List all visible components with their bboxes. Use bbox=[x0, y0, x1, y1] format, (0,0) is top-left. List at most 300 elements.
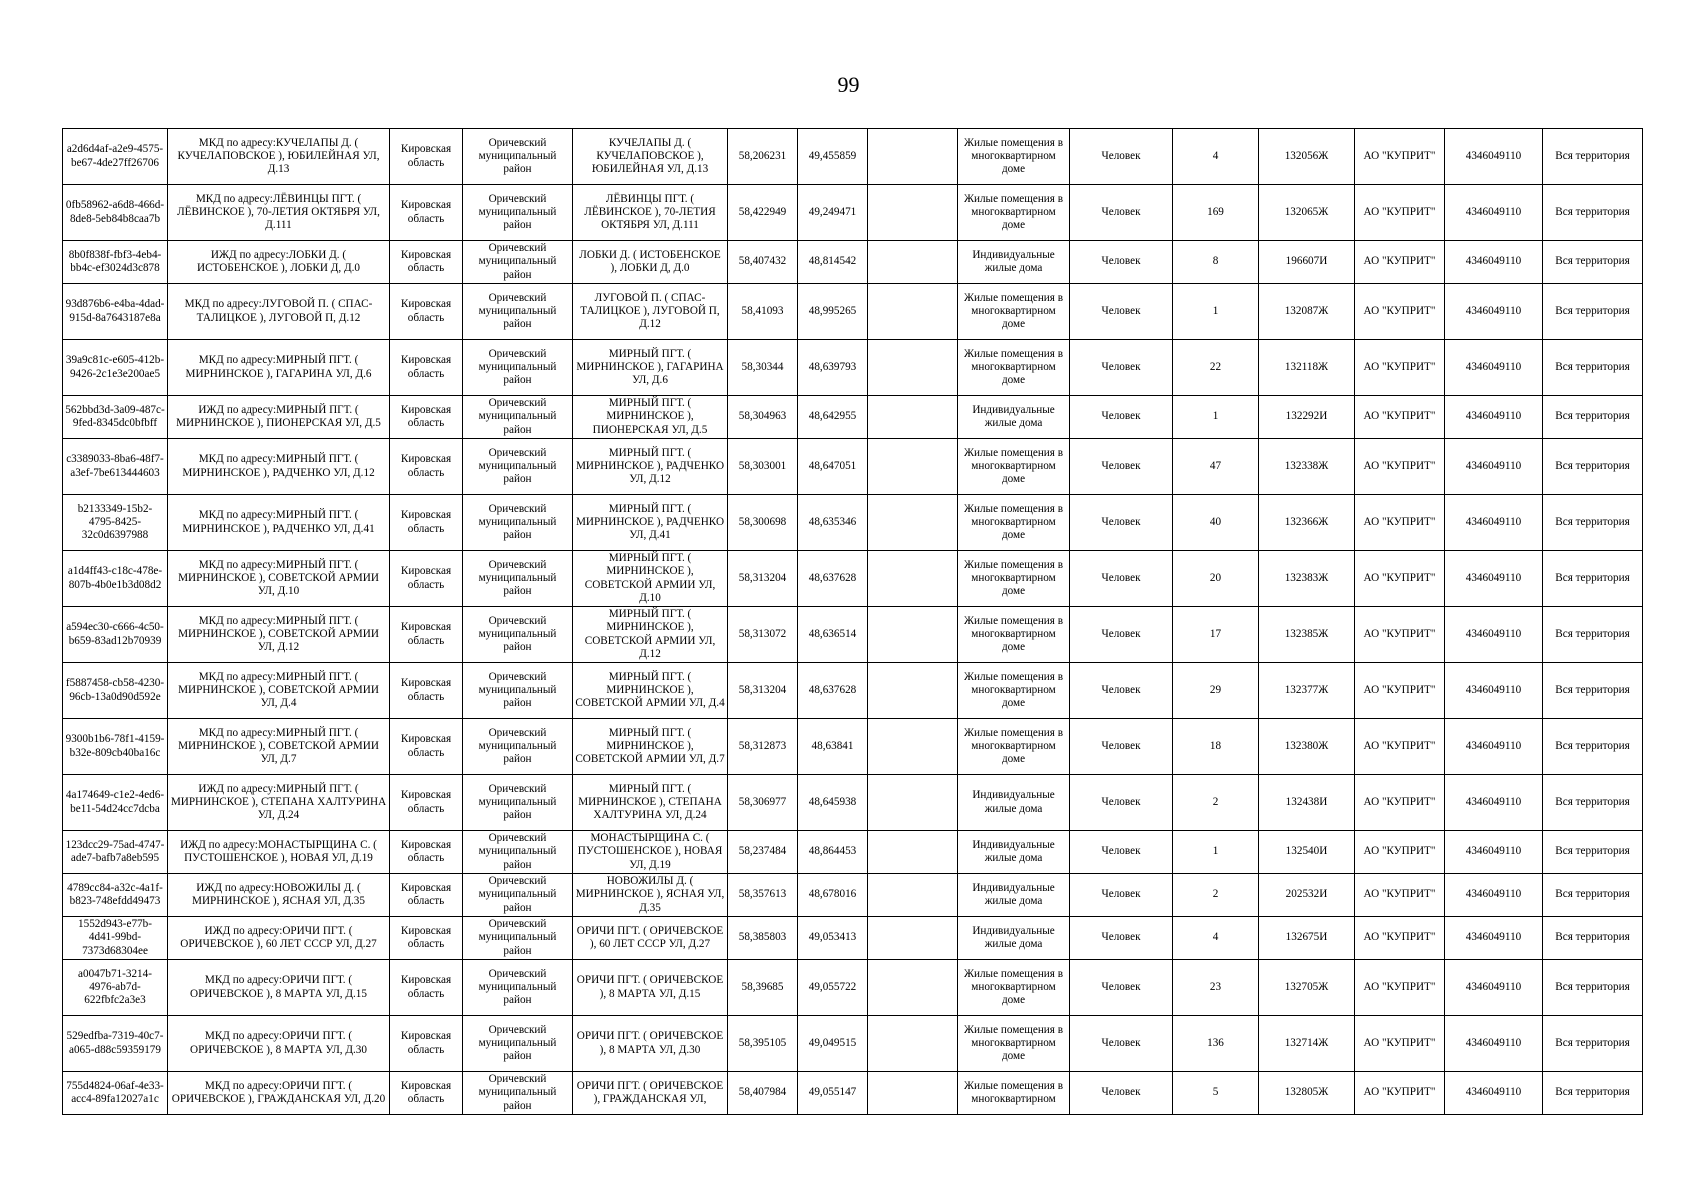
latitude-cell: 58,313204 bbox=[728, 551, 798, 607]
district-cell: Оричевский муниципальный район bbox=[463, 241, 573, 284]
resident-count-cell: 5 bbox=[1173, 1072, 1259, 1115]
object-code-cell: 132056Ж bbox=[1259, 129, 1355, 185]
empty-cell bbox=[868, 1072, 958, 1115]
resident-count-cell: 2 bbox=[1173, 874, 1259, 917]
housing-type-cell: Жилые помещения в многоквартирном bbox=[958, 1072, 1070, 1115]
address-cell: МИРНЫЙ ПГТ. ( МИРНИНСКОЕ ), СОВЕТСКОЙ АРМИИ УЛ, Д.12 bbox=[573, 607, 728, 663]
table-row bbox=[63, 874, 1643, 917]
latitude-cell: 58,306977 bbox=[728, 775, 798, 831]
address-cell: ОРИЧИ ПГТ. ( ОРИЧЕВСКОЕ ), 8 МАРТА УЛ, Д.30 bbox=[573, 1016, 728, 1072]
registry-table bbox=[62, 128, 1643, 1115]
unit-cell: Человек bbox=[1070, 185, 1173, 241]
inn-cell: 4346049110 bbox=[1445, 775, 1543, 831]
district-cell: Оричевский муниципальный район bbox=[463, 874, 573, 917]
object-name-cell: МКД по адресу:КУЧЕЛАПЫ Д. ( КУЧЕЛАПОВСКОЕ ), ЮБИЛЕЙНАЯ УЛ, Д.13 bbox=[168, 129, 390, 185]
housing-type-cell: Индивидуальные жилые дома bbox=[958, 241, 1070, 284]
latitude-cell: 58,237484 bbox=[728, 831, 798, 874]
latitude-cell: 58,407432 bbox=[728, 241, 798, 284]
resident-count-cell: 2 bbox=[1173, 775, 1259, 831]
address-cell: МИРНЫЙ ПГТ. ( МИРНИНСКОЕ ), РАДЧЕНКО УЛ, Д.41 bbox=[573, 495, 728, 551]
inn-cell: 4346049110 bbox=[1445, 185, 1543, 241]
region-cell: Кировская область bbox=[390, 719, 463, 775]
territory-cell: Вся территория bbox=[1543, 439, 1643, 495]
inn-cell: 4346049110 bbox=[1445, 129, 1543, 185]
object-name-cell: МКД по адресу:ЛУГОВОЙ П. ( СПАС-ТАЛИЦКОЕ ), ЛУГОВОЙ П, Д.12 bbox=[168, 284, 390, 340]
empty-cell bbox=[868, 551, 958, 607]
inn-cell: 4346049110 bbox=[1445, 831, 1543, 874]
latitude-cell: 58,312873 bbox=[728, 719, 798, 775]
address-cell: МИРНЫЙ ПГТ. ( МИРНИНСКОЕ ), РАДЧЕНКО УЛ, Д.12 bbox=[573, 439, 728, 495]
organization-cell: АО "КУПРИТ" bbox=[1355, 551, 1445, 607]
object-name-cell: ИЖД по адресу:МОНАСТЫРЩИНА С. ( ПУСТОШЕНСКОЕ ), НОВАЯ УЛ, Д.19 bbox=[168, 831, 390, 874]
table-row bbox=[63, 551, 1643, 607]
latitude-cell: 58,41093 bbox=[728, 284, 798, 340]
organization-cell: АО "КУПРИТ" bbox=[1355, 719, 1445, 775]
object-id-cell: a2d6d4af-a2e9-4575-be67-4de27ff26706 bbox=[63, 129, 168, 185]
longitude-cell: 48,642955 bbox=[798, 396, 868, 439]
address-cell: ОРИЧИ ПГТ. ( ОРИЧЕВСКОЕ ), 60 ЛЕТ СССР УЛ, Д.27 bbox=[573, 917, 728, 960]
object-code-cell: 132087Ж bbox=[1259, 284, 1355, 340]
housing-type-cell: Жилые помещения в многоквартирном доме bbox=[958, 129, 1070, 185]
object-code-cell: 132118Ж bbox=[1259, 340, 1355, 396]
latitude-cell: 58,313204 bbox=[728, 663, 798, 719]
empty-cell bbox=[868, 185, 958, 241]
object-name-cell: ИЖД по адресу:НОВОЖИЛЫ Д. ( МИРНИНСКОЕ ), ЯСНАЯ УЛ, Д.35 bbox=[168, 874, 390, 917]
address-cell: ЛЁВИНЦЫ ПГТ. ( ЛЁВИНСКОЕ ), 70-ЛЕТИЯ ОКТЯБРЯ УЛ, Д.111 bbox=[573, 185, 728, 241]
object-code-cell: 196607И bbox=[1259, 241, 1355, 284]
unit-cell: Человек bbox=[1070, 1072, 1173, 1115]
district-cell: Оричевский муниципальный район bbox=[463, 284, 573, 340]
region-cell: Кировская область bbox=[390, 495, 463, 551]
inn-cell: 4346049110 bbox=[1445, 396, 1543, 439]
latitude-cell: 58,304963 bbox=[728, 396, 798, 439]
object-code-cell: 132383Ж bbox=[1259, 551, 1355, 607]
empty-cell bbox=[868, 1016, 958, 1072]
address-cell: МИРНЫЙ ПГТ. ( МИРНИНСКОЕ ), СТЕПАНА ХАЛТУРИНА УЛ, Д.24 bbox=[573, 775, 728, 831]
housing-type-cell: Жилые помещения в многоквартирном доме bbox=[958, 495, 1070, 551]
territory-cell: Вся территория bbox=[1543, 917, 1643, 960]
organization-cell: АО "КУПРИТ" bbox=[1355, 831, 1445, 874]
object-id-cell: 1552d943-e77b-4d41-99bd-7373d68304ee bbox=[63, 917, 168, 960]
longitude-cell: 48,639793 bbox=[798, 340, 868, 396]
object-code-cell: 132805Ж bbox=[1259, 1072, 1355, 1115]
territory-cell: Вся территория bbox=[1543, 284, 1643, 340]
empty-cell bbox=[868, 874, 958, 917]
resident-count-cell: 169 bbox=[1173, 185, 1259, 241]
region-cell: Кировская область bbox=[390, 284, 463, 340]
unit-cell: Человек bbox=[1070, 340, 1173, 396]
organization-cell: АО "КУПРИТ" bbox=[1355, 284, 1445, 340]
empty-cell bbox=[868, 495, 958, 551]
object-id-cell: a594ec30-c666-4c50-b659-83ad12b70939 bbox=[63, 607, 168, 663]
empty-cell bbox=[868, 719, 958, 775]
address-cell: НОВОЖИЛЫ Д. ( МИРНИНСКОЕ ), ЯСНАЯ УЛ, Д.35 bbox=[573, 874, 728, 917]
address-cell: ЛУГОВОЙ П. ( СПАС-ТАЛИЦКОЕ ), ЛУГОВОЙ П, Д.12 bbox=[573, 284, 728, 340]
organization-cell: АО "КУПРИТ" bbox=[1355, 1016, 1445, 1072]
resident-count-cell: 29 bbox=[1173, 663, 1259, 719]
address-cell: МИРНЫЙ ПГТ. ( МИРНИНСКОЕ ), ПИОНЕРСКАЯ УЛ, Д.5 bbox=[573, 396, 728, 439]
latitude-cell: 58,385803 bbox=[728, 917, 798, 960]
district-cell: Оричевский муниципальный район bbox=[463, 495, 573, 551]
longitude-cell: 48,647051 bbox=[798, 439, 868, 495]
organization-cell: АО "КУПРИТ" bbox=[1355, 775, 1445, 831]
territory-cell: Вся территория bbox=[1543, 831, 1643, 874]
table-row bbox=[63, 241, 1643, 284]
resident-count-cell: 40 bbox=[1173, 495, 1259, 551]
longitude-cell: 48,864453 bbox=[798, 831, 868, 874]
table-row bbox=[63, 960, 1643, 1016]
object-name-cell: ИЖД по адресу:ЛОБКИ Д. ( ИСТОБЕНСКОЕ ), ЛОБКИ Д, Д.0 bbox=[168, 241, 390, 284]
table-row bbox=[63, 396, 1643, 439]
inn-cell: 4346049110 bbox=[1445, 1072, 1543, 1115]
district-cell: Оричевский муниципальный район bbox=[463, 185, 573, 241]
address-cell: МИРНЫЙ ПГТ. ( МИРНИНСКОЕ ), СОВЕТСКОЙ АРМИИ УЛ, Д.4 bbox=[573, 663, 728, 719]
region-cell: Кировская область bbox=[390, 1072, 463, 1115]
latitude-cell: 58,30344 bbox=[728, 340, 798, 396]
object-id-cell: f5887458-cb58-4230-96cb-13a0d90d592e bbox=[63, 663, 168, 719]
housing-type-cell: Индивидуальные жилые дома bbox=[958, 874, 1070, 917]
object-name-cell: МКД по адресу:ОРИЧИ ПГТ. ( ОРИЧЕВСКОЕ ), 8 МАРТА УЛ, Д.30 bbox=[168, 1016, 390, 1072]
resident-count-cell: 22 bbox=[1173, 340, 1259, 396]
address-cell: МИРНЫЙ ПГТ. ( МИРНИНСКОЕ ), ГАГАРИНА УЛ, Д.6 bbox=[573, 340, 728, 396]
territory-cell: Вся территория bbox=[1543, 663, 1643, 719]
inn-cell: 4346049110 bbox=[1445, 663, 1543, 719]
unit-cell: Человек bbox=[1070, 874, 1173, 917]
object-id-cell: 93d876b6-e4ba-4dad-915d-8a7643187e8a bbox=[63, 284, 168, 340]
district-cell: Оричевский муниципальный район bbox=[463, 551, 573, 607]
inn-cell: 4346049110 bbox=[1445, 917, 1543, 960]
address-cell: КУЧЕЛАПЫ Д. ( КУЧЕЛАПОВСКОЕ ), ЮБИЛЕЙНАЯ УЛ, Д.13 bbox=[573, 129, 728, 185]
district-cell: Оричевский муниципальный район bbox=[463, 831, 573, 874]
territory-cell: Вся территория bbox=[1543, 551, 1643, 607]
object-name-cell: МКД по адресу:МИРНЫЙ ПГТ. ( МИРНИНСКОЕ ), СОВЕТСКОЙ АРМИИ УЛ, Д.12 bbox=[168, 607, 390, 663]
table-row bbox=[63, 607, 1643, 663]
address-cell: МОНАСТЫРЩИНА С. ( ПУСТОШЕНСКОЕ ), НОВАЯ УЛ, Д.19 bbox=[573, 831, 728, 874]
object-id-cell: a0047b71-3214-4976-ab7d-622fbfc2a3e3 bbox=[63, 960, 168, 1016]
object-name-cell: МКД по адресу:МИРНЫЙ ПГТ. ( МИРНИНСКОЕ ), РАДЧЕНКО УЛ, Д.41 bbox=[168, 495, 390, 551]
region-cell: Кировская область bbox=[390, 396, 463, 439]
object-id-cell: 9300b1b6-78f1-4159-b32e-809cb40ba16c bbox=[63, 719, 168, 775]
longitude-cell: 48,678016 bbox=[798, 874, 868, 917]
object-code-cell: 202532И bbox=[1259, 874, 1355, 917]
object-name-cell: МКД по адресу:ОРИЧИ ПГТ. ( ОРИЧЕВСКОЕ ), ГРАЖДАНСКАЯ УЛ, Д.20 bbox=[168, 1072, 390, 1115]
district-cell: Оричевский муниципальный район bbox=[463, 719, 573, 775]
latitude-cell: 58,303001 bbox=[728, 439, 798, 495]
resident-count-cell: 1 bbox=[1173, 284, 1259, 340]
empty-cell bbox=[868, 129, 958, 185]
organization-cell: АО "КУПРИТ" bbox=[1355, 439, 1445, 495]
territory-cell: Вся территория bbox=[1543, 241, 1643, 284]
resident-count-cell: 4 bbox=[1173, 917, 1259, 960]
resident-count-cell: 23 bbox=[1173, 960, 1259, 1016]
object-code-cell: 132377Ж bbox=[1259, 663, 1355, 719]
object-code-cell: 132380Ж bbox=[1259, 719, 1355, 775]
unit-cell: Человек bbox=[1070, 495, 1173, 551]
object-id-cell: c3389033-8ba6-48f7-a3ef-7be613444603 bbox=[63, 439, 168, 495]
unit-cell: Человек bbox=[1070, 663, 1173, 719]
object-name-cell: МКД по адресу:МИРНЫЙ ПГТ. ( МИРНИНСКОЕ ), СОВЕТСКОЙ АРМИИ УЛ, Д.7 bbox=[168, 719, 390, 775]
region-cell: Кировская область bbox=[390, 439, 463, 495]
organization-cell: АО "КУПРИТ" bbox=[1355, 663, 1445, 719]
object-id-cell: 562bbd3d-3a09-487c-9fed-8345dc0bfbff bbox=[63, 396, 168, 439]
object-id-cell: 4a174649-c1e2-4ed6-be11-54d24cc7dcba bbox=[63, 775, 168, 831]
housing-type-cell: Жилые помещения в многоквартирном доме bbox=[958, 607, 1070, 663]
inn-cell: 4346049110 bbox=[1445, 439, 1543, 495]
housing-type-cell: Жилые помещения в многоквартирном доме bbox=[958, 719, 1070, 775]
longitude-cell: 48,636514 bbox=[798, 607, 868, 663]
organization-cell: АО "КУПРИТ" bbox=[1355, 917, 1445, 960]
table-row bbox=[63, 185, 1643, 241]
housing-type-cell: Индивидуальные жилые дома bbox=[958, 396, 1070, 439]
latitude-cell: 58,422949 bbox=[728, 185, 798, 241]
resident-count-cell: 8 bbox=[1173, 241, 1259, 284]
empty-cell bbox=[868, 340, 958, 396]
address-cell: МИРНЫЙ ПГТ. ( МИРНИНСКОЕ ), СОВЕТСКОЙ АРМИИ УЛ, Д.10 bbox=[573, 551, 728, 607]
empty-cell bbox=[868, 439, 958, 495]
latitude-cell: 58,407984 bbox=[728, 1072, 798, 1115]
object-id-cell: 123dcc29-75ad-4747-ade7-bafb7a8eb595 bbox=[63, 831, 168, 874]
organization-cell: АО "КУПРИТ" bbox=[1355, 241, 1445, 284]
territory-cell: Вся территория bbox=[1543, 607, 1643, 663]
object-code-cell: 132705Ж bbox=[1259, 960, 1355, 1016]
territory-cell: Вся территория bbox=[1543, 340, 1643, 396]
unit-cell: Человек bbox=[1070, 129, 1173, 185]
longitude-cell: 48,63841 bbox=[798, 719, 868, 775]
inn-cell: 4346049110 bbox=[1445, 1016, 1543, 1072]
latitude-cell: 58,357613 bbox=[728, 874, 798, 917]
housing-type-cell: Жилые помещения в многоквартирном доме bbox=[958, 551, 1070, 607]
district-cell: Оричевский муниципальный район bbox=[463, 129, 573, 185]
unit-cell: Человек bbox=[1070, 831, 1173, 874]
table-row bbox=[63, 719, 1643, 775]
object-name-cell: ИЖД по адресу:МИРНЫЙ ПГТ. ( МИРНИНСКОЕ ), СТЕПАНА ХАЛТУРИНА УЛ, Д.24 bbox=[168, 775, 390, 831]
territory-cell: Вся территория bbox=[1543, 1016, 1643, 1072]
longitude-cell: 48,995265 bbox=[798, 284, 868, 340]
organization-cell: АО "КУПРИТ" bbox=[1355, 396, 1445, 439]
longitude-cell: 48,637628 bbox=[798, 663, 868, 719]
table-row bbox=[63, 917, 1643, 960]
object-name-cell: МКД по адресу:ЛЁВИНЦЫ ПГТ. ( ЛЁВИНСКОЕ ), 70-ЛЕТИЯ ОКТЯБРЯ УЛ, Д.111 bbox=[168, 185, 390, 241]
district-cell: Оричевский муниципальный район bbox=[463, 340, 573, 396]
territory-cell: Вся территория bbox=[1543, 1072, 1643, 1115]
resident-count-cell: 47 bbox=[1173, 439, 1259, 495]
table-row bbox=[63, 1072, 1643, 1115]
unit-cell: Человек bbox=[1070, 960, 1173, 1016]
object-code-cell: 132714Ж bbox=[1259, 1016, 1355, 1072]
region-cell: Кировская область bbox=[390, 129, 463, 185]
housing-type-cell: Индивидуальные жилые дома bbox=[958, 831, 1070, 874]
region-cell: Кировская область bbox=[390, 340, 463, 396]
housing-type-cell: Жилые помещения в многоквартирном доме bbox=[958, 439, 1070, 495]
inn-cell: 4346049110 bbox=[1445, 874, 1543, 917]
address-cell: МИРНЫЙ ПГТ. ( МИРНИНСКОЕ ), СОВЕТСКОЙ АРМИИ УЛ, Д.7 bbox=[573, 719, 728, 775]
unit-cell: Человек bbox=[1070, 396, 1173, 439]
district-cell: Оричевский муниципальный район bbox=[463, 439, 573, 495]
object-code-cell: 132438И bbox=[1259, 775, 1355, 831]
territory-cell: Вся территория bbox=[1543, 185, 1643, 241]
territory-cell: Вся территория bbox=[1543, 960, 1643, 1016]
latitude-cell: 58,300698 bbox=[728, 495, 798, 551]
organization-cell: АО "КУПРИТ" bbox=[1355, 874, 1445, 917]
territory-cell: Вся территория bbox=[1543, 495, 1643, 551]
region-cell: Кировская область bbox=[390, 831, 463, 874]
object-name-cell: МКД по адресу:МИРНЫЙ ПГТ. ( МИРНИНСКОЕ ), РАДЧЕНКО УЛ, Д.12 bbox=[168, 439, 390, 495]
inn-cell: 4346049110 bbox=[1445, 551, 1543, 607]
housing-type-cell: Жилые помещения в многоквартирном доме bbox=[958, 960, 1070, 1016]
territory-cell: Вся территория bbox=[1543, 874, 1643, 917]
object-id-cell: 755d4824-06af-4e33-acc4-89fa12027a1c bbox=[63, 1072, 168, 1115]
object-id-cell: 529edfba-7319-40c7-a065-d88c59359179 bbox=[63, 1016, 168, 1072]
district-cell: Оричевский муниципальный район bbox=[463, 396, 573, 439]
address-cell: ОРИЧИ ПГТ. ( ОРИЧЕВСКОЕ ), 8 МАРТА УЛ, Д.15 bbox=[573, 960, 728, 1016]
longitude-cell: 48,814542 bbox=[798, 241, 868, 284]
housing-type-cell: Индивидуальные жилые дома bbox=[958, 775, 1070, 831]
object-name-cell: МКД по адресу:ОРИЧИ ПГТ. ( ОРИЧЕВСКОЕ ), 8 МАРТА УЛ, Д.15 bbox=[168, 960, 390, 1016]
resident-count-cell: 4 bbox=[1173, 129, 1259, 185]
inn-cell: 4346049110 bbox=[1445, 284, 1543, 340]
district-cell: Оричевский муниципальный район bbox=[463, 1016, 573, 1072]
object-id-cell: 4789cc84-a32c-4a1f-b823-748efdd49473 bbox=[63, 874, 168, 917]
empty-cell bbox=[868, 960, 958, 1016]
object-code-cell: 132292И bbox=[1259, 396, 1355, 439]
region-cell: Кировская область bbox=[390, 917, 463, 960]
object-name-cell: ИЖД по адресу:ОРИЧИ ПГТ. ( ОРИЧЕВСКОЕ ), 60 ЛЕТ СССР УЛ, Д.27 bbox=[168, 917, 390, 960]
organization-cell: АО "КУПРИТ" bbox=[1355, 960, 1445, 1016]
unit-cell: Человек bbox=[1070, 1016, 1173, 1072]
region-cell: Кировская область bbox=[390, 874, 463, 917]
resident-count-cell: 1 bbox=[1173, 396, 1259, 439]
object-code-cell: 132065Ж bbox=[1259, 185, 1355, 241]
district-cell: Оричевский муниципальный район bbox=[463, 663, 573, 719]
unit-cell: Человек bbox=[1070, 719, 1173, 775]
table-row bbox=[63, 284, 1643, 340]
unit-cell: Человек bbox=[1070, 607, 1173, 663]
object-id-cell: 8b0f838f-fbf3-4eb4-bb4c-ef3024d3c878 bbox=[63, 241, 168, 284]
resident-count-cell: 18 bbox=[1173, 719, 1259, 775]
organization-cell: АО "КУПРИТ" bbox=[1355, 607, 1445, 663]
inn-cell: 4346049110 bbox=[1445, 719, 1543, 775]
territory-cell: Вся территория bbox=[1543, 775, 1643, 831]
unit-cell: Человек bbox=[1070, 917, 1173, 960]
inn-cell: 4346049110 bbox=[1445, 495, 1543, 551]
territory-cell: Вся территория bbox=[1543, 719, 1643, 775]
district-cell: Оричевский муниципальный район bbox=[463, 1072, 573, 1115]
longitude-cell: 49,049515 bbox=[798, 1016, 868, 1072]
table-row bbox=[63, 495, 1643, 551]
region-cell: Кировская область bbox=[390, 607, 463, 663]
object-code-cell: 132540И bbox=[1259, 831, 1355, 874]
empty-cell bbox=[868, 396, 958, 439]
region-cell: Кировская область bbox=[390, 241, 463, 284]
latitude-cell: 58,206231 bbox=[728, 129, 798, 185]
housing-type-cell: Жилые помещения в многоквартирном доме bbox=[958, 284, 1070, 340]
housing-type-cell: Жилые помещения в многоквартирном доме bbox=[958, 185, 1070, 241]
longitude-cell: 48,635346 bbox=[798, 495, 868, 551]
longitude-cell: 48,637628 bbox=[798, 551, 868, 607]
table-row bbox=[63, 340, 1643, 396]
empty-cell bbox=[868, 775, 958, 831]
empty-cell bbox=[868, 663, 958, 719]
resident-count-cell: 20 bbox=[1173, 551, 1259, 607]
object-id-cell: 39a9c81c-e605-412b-9426-2c1e3e200ae5 bbox=[63, 340, 168, 396]
empty-cell bbox=[868, 831, 958, 874]
housing-type-cell: Жилые помещения в многоквартирном доме bbox=[958, 663, 1070, 719]
address-cell: ОРИЧИ ПГТ. ( ОРИЧЕВСКОЕ ), ГРАЖДАНСКАЯ УЛ, bbox=[573, 1072, 728, 1115]
object-code-cell: 132338Ж bbox=[1259, 439, 1355, 495]
object-name-cell: ИЖД по адресу:МИРНЫЙ ПГТ. ( МИРНИНСКОЕ ), ПИОНЕРСКАЯ УЛ, Д.5 bbox=[168, 396, 390, 439]
table-row bbox=[63, 439, 1643, 495]
territory-cell: Вся территория bbox=[1543, 396, 1643, 439]
table-row bbox=[63, 775, 1643, 831]
address-cell: ЛОБКИ Д. ( ИСТОБЕНСКОЕ ), ЛОБКИ Д, Д.0 bbox=[573, 241, 728, 284]
resident-count-cell: 1 bbox=[1173, 831, 1259, 874]
object-id-cell: b2133349-15b2-4795-8425-32c0d6397988 bbox=[63, 495, 168, 551]
object-name-cell: МКД по адресу:МИРНЫЙ ПГТ. ( МИРНИНСКОЕ ), ГАГАРИНА УЛ, Д.6 bbox=[168, 340, 390, 396]
territory-cell: Вся территория bbox=[1543, 129, 1643, 185]
longitude-cell: 49,055147 bbox=[798, 1072, 868, 1115]
unit-cell: Человек bbox=[1070, 551, 1173, 607]
unit-cell: Человек bbox=[1070, 439, 1173, 495]
longitude-cell: 49,455859 bbox=[798, 129, 868, 185]
district-cell: Оричевский муниципальный район bbox=[463, 607, 573, 663]
table-row bbox=[63, 831, 1643, 874]
region-cell: Кировская область bbox=[390, 663, 463, 719]
organization-cell: АО "КУПРИТ" bbox=[1355, 185, 1445, 241]
empty-cell bbox=[868, 917, 958, 960]
latitude-cell: 58,395105 bbox=[728, 1016, 798, 1072]
unit-cell: Человек bbox=[1070, 775, 1173, 831]
region-cell: Кировская область bbox=[390, 960, 463, 1016]
empty-cell bbox=[868, 284, 958, 340]
district-cell: Оричевский муниципальный район bbox=[463, 775, 573, 831]
object-id-cell: 0fb58962-a6d8-466d-8de8-5eb84b8caa7b bbox=[63, 185, 168, 241]
region-cell: Кировская область bbox=[390, 185, 463, 241]
longitude-cell: 49,055722 bbox=[798, 960, 868, 1016]
inn-cell: 4346049110 bbox=[1445, 960, 1543, 1016]
object-name-cell: МКД по адресу:МИРНЫЙ ПГТ. ( МИРНИНСКОЕ ), СОВЕТСКОЙ АРМИИ УЛ, Д.4 bbox=[168, 663, 390, 719]
longitude-cell: 48,645938 bbox=[798, 775, 868, 831]
unit-cell: Человек bbox=[1070, 241, 1173, 284]
region-cell: Кировская область bbox=[390, 551, 463, 607]
inn-cell: 4346049110 bbox=[1445, 241, 1543, 284]
region-cell: Кировская область bbox=[390, 1016, 463, 1072]
table-row bbox=[63, 129, 1643, 185]
registry-rows bbox=[63, 129, 1643, 1115]
resident-count-cell: 136 bbox=[1173, 1016, 1259, 1072]
object-id-cell: a1d4ff43-c18c-478e-807b-4b0e1b3d08d2 bbox=[63, 551, 168, 607]
region-cell: Кировская область bbox=[390, 775, 463, 831]
latitude-cell: 58,39685 bbox=[728, 960, 798, 1016]
district-cell: Оричевский муниципальный район bbox=[463, 960, 573, 1016]
table-row bbox=[63, 663, 1643, 719]
object-code-cell: 132366Ж bbox=[1259, 495, 1355, 551]
district-cell: Оричевский муниципальный район bbox=[463, 917, 573, 960]
resident-count-cell: 17 bbox=[1173, 607, 1259, 663]
organization-cell: АО "КУПРИТ" bbox=[1355, 495, 1445, 551]
latitude-cell: 58,313072 bbox=[728, 607, 798, 663]
organization-cell: АО "КУПРИТ" bbox=[1355, 129, 1445, 185]
empty-cell bbox=[868, 241, 958, 284]
page-number: 99 bbox=[837, 72, 860, 97]
longitude-cell: 49,053413 bbox=[798, 917, 868, 960]
organization-cell: АО "КУПРИТ" bbox=[1355, 340, 1445, 396]
table-row bbox=[63, 1016, 1643, 1072]
empty-cell bbox=[868, 607, 958, 663]
unit-cell: Человек bbox=[1070, 284, 1173, 340]
housing-type-cell: Жилые помещения в многоквартирном доме bbox=[958, 1016, 1070, 1072]
object-code-cell: 132385Ж bbox=[1259, 607, 1355, 663]
inn-cell: 4346049110 bbox=[1445, 607, 1543, 663]
